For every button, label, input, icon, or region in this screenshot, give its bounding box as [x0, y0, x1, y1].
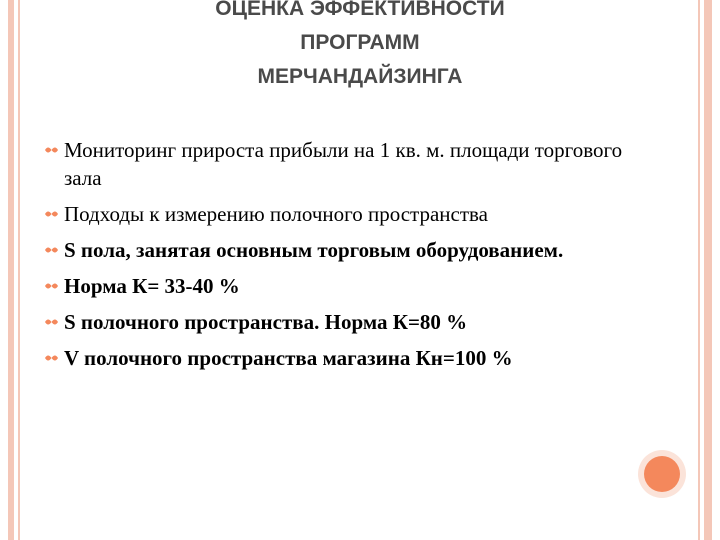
bullet-text: S пола, занятая основным торговым оборудованием.: [64, 238, 564, 262]
title-line-1: ОЦЕНКА ЭФФЕКТИВНОСТИ: [215, 0, 505, 20]
fancy-bullet-icon: [44, 281, 59, 291]
decorative-circle: [644, 456, 680, 492]
bullet-text: Мониторинг прироста прибыли на 1 кв. м. площади торгового зала: [64, 138, 623, 190]
bullet-item: [44, 200, 624, 228]
bullet-item: [44, 272, 624, 300]
slide-title: [60, 0, 660, 94]
bullet-item: [44, 344, 624, 372]
right-border-line: [698, 0, 700, 540]
left-border-line: [18, 0, 20, 540]
bullet-item: [44, 308, 624, 336]
bullet-list: [44, 136, 624, 380]
title-line-2: ПРОГРАММ: [300, 31, 420, 54]
bullet-item: [44, 136, 624, 192]
bullet-text: Норма К= 33-40 %: [64, 274, 240, 298]
left-border-decoration: [8, 0, 14, 540]
right-border-decoration: [704, 0, 712, 540]
bullet-text: S полочного пространства. Норма К=80 %: [64, 310, 468, 334]
bullet-item: [44, 236, 624, 264]
fancy-bullet-icon: [44, 209, 59, 219]
bullet-text: Подходы к измерению полочного пространства: [64, 202, 488, 226]
fancy-bullet-icon: [44, 245, 59, 255]
fancy-bullet-icon: [44, 317, 59, 327]
bullet-text: V полочного пространства магазина Кн=100 %: [64, 346, 513, 370]
fancy-bullet-icon: [44, 145, 59, 155]
fancy-bullet-icon: [44, 353, 59, 363]
title-line-3: МЕРЧАНДАЙЗИНГА: [257, 65, 463, 88]
